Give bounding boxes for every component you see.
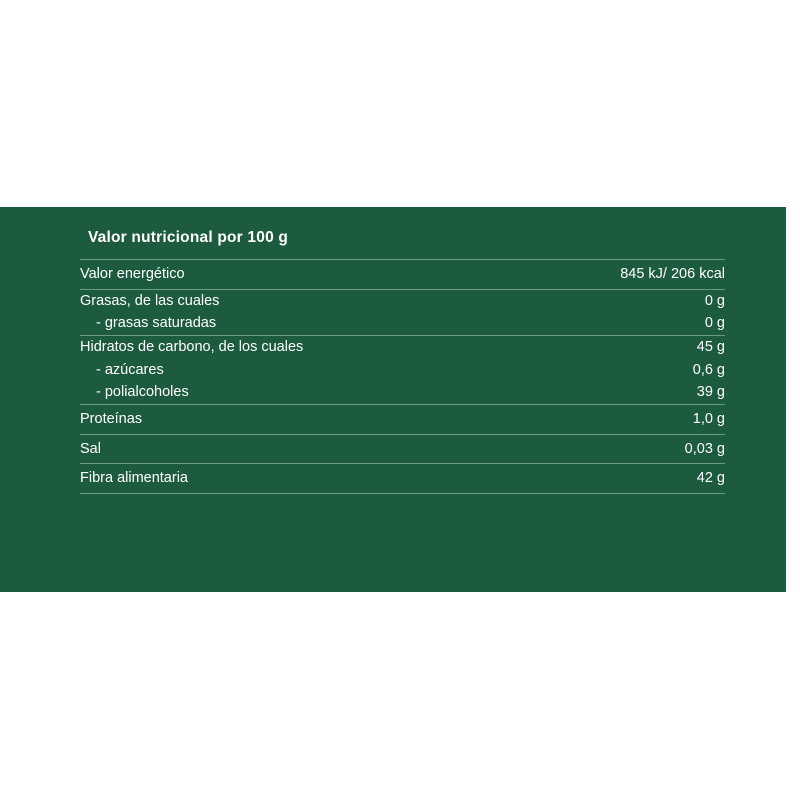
table-row	[80, 289, 725, 312]
nutrient-label: - polialcoholes	[96, 384, 189, 401]
nutrition-table-wrap	[80, 229, 725, 494]
nutrient-label: Hidratos de carbono, de los cuales	[80, 336, 403, 359]
nutrient-value: 0,6 g	[692, 361, 725, 378]
table-row	[80, 336, 725, 359]
table-row	[80, 312, 725, 335]
nutrient-label: Proteínas	[80, 405, 403, 435]
nutrient-value: 845 kJ/ 206 kcal	[403, 260, 726, 290]
nutrition-table-title: Valor nutricional por 100 g	[88, 229, 289, 246]
nutrient-value: 0 g	[403, 289, 726, 312]
nutrient-label: - grasas saturadas	[96, 315, 217, 332]
nutrient-label: Valor energético	[80, 260, 403, 290]
nutrient-label: Grasas, de las cuales	[80, 289, 403, 312]
nutrient-value: 0 g	[704, 315, 725, 332]
nutrient-value: 1,0 g	[403, 405, 726, 435]
table-row	[80, 260, 725, 290]
nutrient-value: 45 g	[403, 336, 726, 359]
nutrient-value: 39 g	[696, 384, 725, 401]
table-row	[80, 464, 725, 494]
table-row	[80, 381, 725, 404]
nutrition-table	[80, 259, 725, 494]
nutrient-label: Sal	[80, 434, 403, 464]
nutrient-label: Fibra alimentaria	[80, 464, 403, 494]
nutrient-value: 42 g	[403, 464, 726, 494]
table-row	[80, 434, 725, 464]
nutrition-panel	[0, 207, 786, 592]
nutrient-label: - azúcares	[96, 361, 164, 378]
nutrient-value: 0,03 g	[403, 434, 726, 464]
table-row	[80, 359, 725, 382]
table-row	[80, 405, 725, 435]
